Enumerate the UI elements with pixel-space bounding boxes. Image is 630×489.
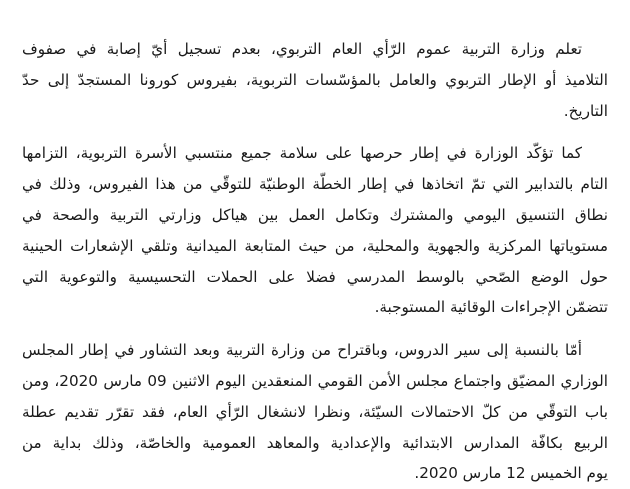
- text-line: الوزاري المضيّق واجتماع مجلس الأمن القومي المنعقدين اليوم الاثنين 09 مارس 2020، ومن: [22, 371, 609, 390]
- text-line: الربيع بكافّة المدارس الابتدائية والإعدادية والمعاهد العمومية والخاصّة، وذلك بداية من: [22, 433, 608, 452]
- text-line: التلاميذ أو الإطار التربوي والعامل بالمؤسّسات التربوية، بفيروس كورونا المستجدّ إلى حدّ: [22, 70, 608, 89]
- text-line: مستوياتها المركزية والجهوية والمحلية، من حيث المتابعة الميدانية وتلقي الإشعارات الحينية: [22, 236, 608, 255]
- paragraph-ministry-measures: [22, 138, 608, 323]
- text-line: أمّا بالنسبة إلى سير الدروس، وباقتراح من وزارة التربية وبعد التشاور في إطار المجلس: [22, 341, 582, 360]
- text-line: يوم الخميس 12 مارس 2020.: [414, 464, 608, 483]
- text-line: حول الوضع الصّحي بالوسط المدرسي فضلا على الحملات التحسيسية والتوعوية التي: [22, 267, 608, 286]
- text-line: تعلم وزارة التربية عموم الرّأي العام التربوي، بعدم تسجيل أيّ إصابة في صفوف: [22, 40, 582, 58]
- paragraph-no-infections: [22, 34, 608, 126]
- paragraph-spring-break: [22, 335, 608, 489]
- text-line: باب التوقّي من كلّ الاحتمالات السيّئة، ونظرا لانشغال الرّأي العام، فقد تقرّر تقديم عطلة: [22, 402, 608, 421]
- text-line: كما تؤكّد الوزارة في إطار حرصها على سلامة جميع منتسبي الأسرة التربوية، التزامها: [22, 144, 582, 163]
- text-line: تتضمّن الإجراءات الوقائية المستوجبة.: [374, 298, 608, 317]
- text-line: نطاق التنسيق اليومي والمشترك وتكامل العمل بين هياكل وزارتي التربية والصحة في: [22, 205, 608, 224]
- text-line: التاريخ.: [563, 101, 608, 120]
- text-line: التام بالتدابير التي تمّ اتخاذها في إطار الخطّة الوطنيّة للتوقّي من هذا الفيروس، وذلك في: [22, 175, 608, 194]
